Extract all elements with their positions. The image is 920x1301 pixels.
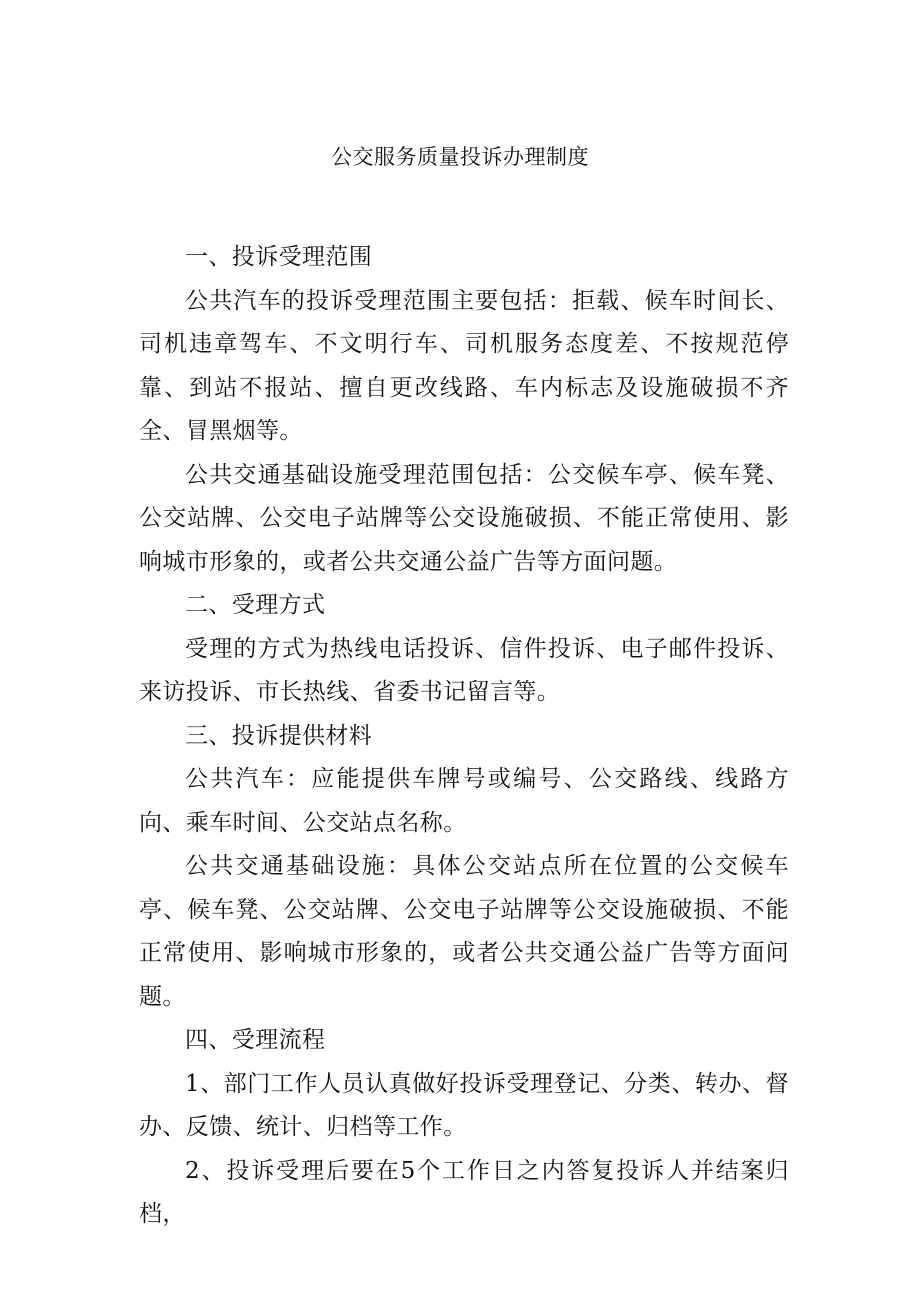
section-heading-materials: 三、投诉提供材料 xyxy=(185,722,373,749)
paragraph-infrastructure-materials: 公共交通基础设施：具体公交站点所在位置的公交候车亭、候车凳、公交站牌、公交电子站牌等公交设施破损、不能正常使用、影响城市形象的，或者公共交通公益广告等方面问题。 xyxy=(139,853,789,1010)
paragraph-bus-materials: 公共汽车：应能提供车牌号或编号、公交路线、线路方向、乘车时间、公交站点名称。 xyxy=(139,766,789,836)
paragraph-process-step-1: 1、部门工作人员认真做好投诉受理登记、分类、转办、督办、反馈、统计、归档等工作。 xyxy=(139,1070,789,1140)
paragraph-methods: 受理的方式为热线电话投诉、信件投诉、电子邮件投诉、来访投诉、市长热线、省委书记留言等。 xyxy=(139,635,789,705)
paragraph-bus-complaint-scope: 公共汽车的投诉受理范围主要包括：拒载、候车时间长、司机违章驾车、不文明行车、司机服务态度差、不按规范停靠、到站不报站、擅自更改线路、车内标志及设施破损不齐全、冒黑烟等。 xyxy=(139,287,789,444)
section-heading-process: 四、受理流程 xyxy=(185,1027,326,1053)
section-heading-methods: 二、受理方式 xyxy=(185,592,326,618)
document-body xyxy=(139,236,789,1237)
paragraph-infrastructure-scope: 公共交通基础设施受理范围包括：公交候车亭、候车凳、公交站牌、公交电子站牌等公交设施破损、不能正常使用、影响城市形象的，或者公共交通公益广告等方面问题。 xyxy=(139,461,789,575)
paragraph-process-step-2: 2、投诉受理后要在5个工作日之内答复投诉人并结案归档， xyxy=(139,1157,789,1227)
document-title: 公交服务质量投诉办理制度 xyxy=(331,145,589,169)
section-heading-scope: 一、投诉受理范围 xyxy=(185,244,373,270)
